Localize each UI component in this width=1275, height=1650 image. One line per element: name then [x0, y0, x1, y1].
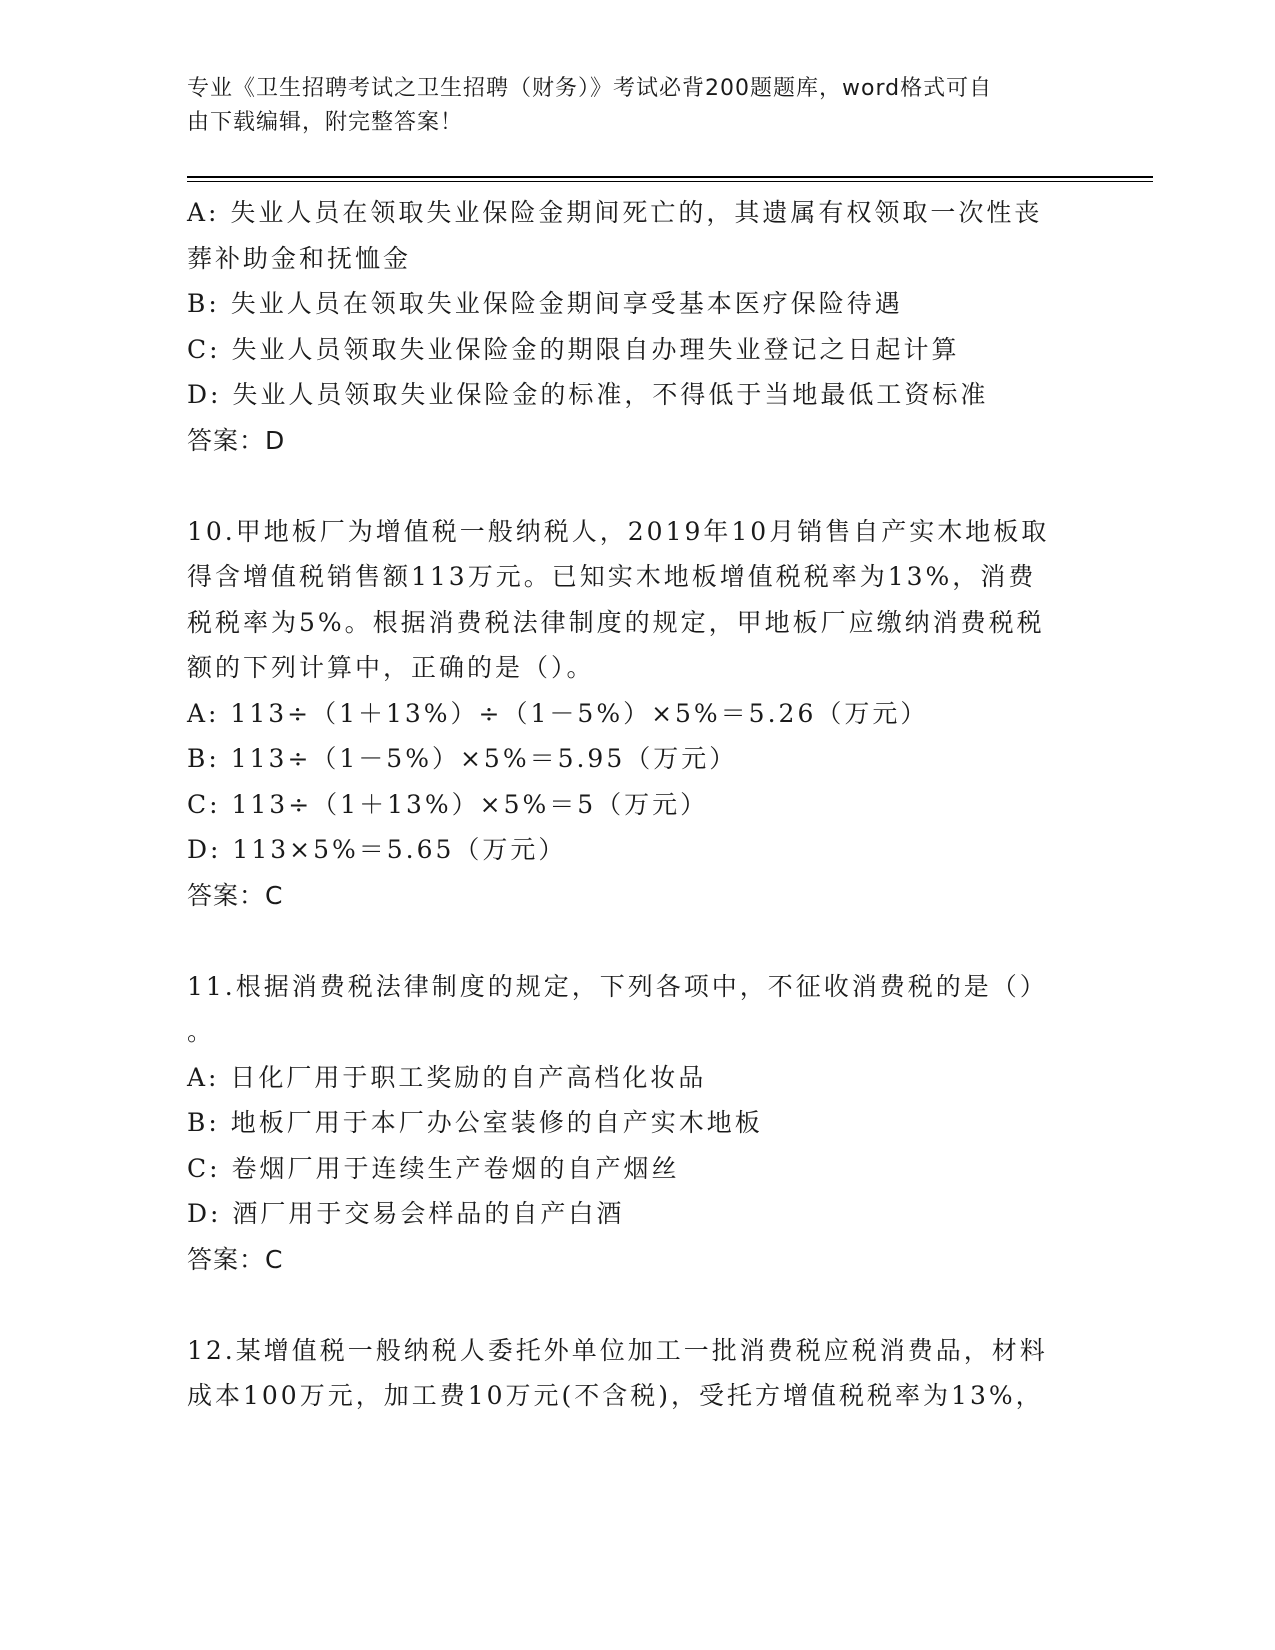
header-line-2: 由下载编辑，附完整答案！ [187, 110, 464, 135]
q10-option-d: D: 113×5%＝5.65（万元） [187, 835, 567, 864]
q10-stem-line-3: 税税率为5%。根据消费税法律制度的规定，甲地板厂应缴纳消费税税 [187, 607, 1045, 637]
q10-option-a: A: 113÷（1＋13%）÷（1－5%）×5%＝5.26（万元） [187, 698, 929, 728]
q10-option-b: B: 113÷（1－5%）×5%＝5.95（万元） [187, 744, 738, 773]
q9-option-b: B: 失业人员在领取失业保险金期间享受基本医疗保险待遇 [187, 289, 903, 318]
header-rule-thin [187, 181, 1153, 182]
q10-stem-line-2: 得含增值税销售额113万元。已知实木地板增值税税率为13%，消费 [187, 562, 1037, 591]
q10-option-c: C: 113÷（1＋13%）×5%＝5（万元） [187, 789, 709, 819]
q9-option-d: D: 失业人员领取失业保险金的标准，不得低于当地最低工资标准 [187, 380, 989, 409]
q9-option-c: C: 失业人员领取失业保险金的期限自办理失业登记之日起计算 [187, 334, 960, 364]
q11-stem-line-1: 11.根据消费税法律制度的规定，下列各项中，不征收消费税的是（） [187, 971, 1048, 1001]
q11-option-b: B: 地板厂用于本厂办公室装修的自产实木地板 [187, 1108, 763, 1137]
q12-stem-line-2: 成本100万元，加工费10万元(不含税)，受托方增值税税率为13%， [187, 1381, 1044, 1410]
header-line-1: 专业《卫生招聘考试之卫生招聘（财务）》考试必背200题题库，word格式可自 [187, 76, 993, 101]
document-body [187, 190, 1087, 1419]
spacer [187, 1282, 1087, 1328]
q11-option-d: D: 酒厂用于交易会样品的自产白酒 [187, 1199, 625, 1228]
question-11-block [187, 964, 1087, 1283]
q10-stem-line-1: 10.甲地板厂为增值税一般纳税人，2019年10月销售自产实木地板取 [187, 516, 1050, 546]
q11-option-c: C: 卷烟厂用于连续生产卷烟的自产烟丝 [187, 1153, 680, 1183]
q10-answer: 答案：C [187, 880, 284, 910]
q11-answer: 答案：C [187, 1244, 284, 1274]
header-rule-thick [187, 176, 1153, 178]
q9-option-a-line-1: A: 失业人员在领取失业保险金期间死亡的，其遗属有权领取一次性丧 [187, 198, 1043, 227]
document-header [187, 72, 1087, 140]
q10-stem-line-4: 额的下列计算中，正确的是（）。 [187, 653, 595, 682]
q9-option-a-line-2: 葬补助金和抚恤金 [187, 243, 412, 273]
question-9-block [187, 190, 1087, 463]
q12-stem-line-1: 12.某增值税一般纳税人委托外单位加工一批消费税应税消费品，材料 [187, 1335, 1048, 1365]
q11-option-a: A: 日化厂用于职工奖励的自产高档化妆品 [187, 1062, 707, 1092]
spacer [187, 463, 1087, 509]
q9-answer: 答案：D [187, 425, 286, 455]
question-12-block [187, 1328, 1087, 1419]
q11-stem-line-2: 。 [187, 1017, 216, 1046]
question-10-block [187, 509, 1087, 919]
spacer [187, 918, 1087, 964]
